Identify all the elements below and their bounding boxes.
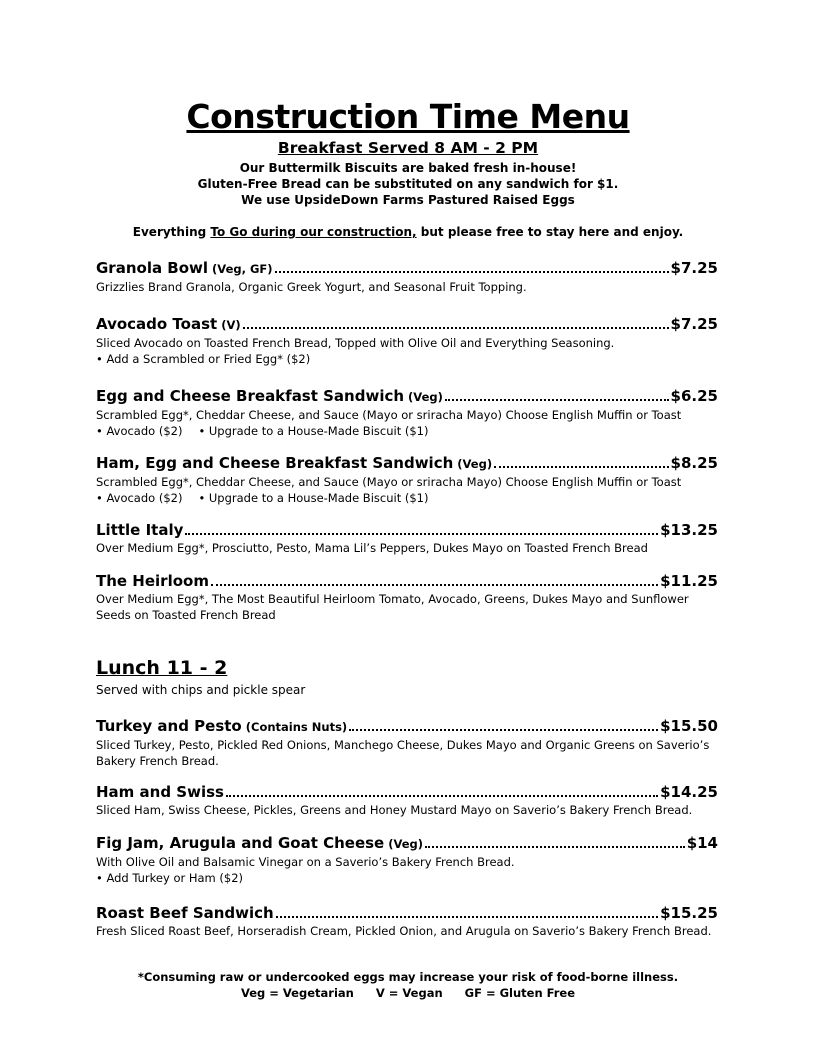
leader-dots [275, 271, 669, 273]
leader-dots [349, 729, 658, 731]
item-description: Scrambled Egg*, Cheddar Cheese, and Sauce (Mayo or sriracha Mayo) Choose English Muffin or Toast [96, 475, 682, 489]
legend-gluten-free: GF = Gluten Free [464, 986, 576, 1000]
addon-option: • Add Turkey or Ham ($2) [96, 871, 244, 885]
menu-item-roast-beef [96, 903, 718, 939]
item-price: $15.25 [660, 904, 718, 922]
item-name: Ham, Egg and Cheese Breakfast Sandwich [96, 454, 454, 472]
item-price: $14 [686, 834, 718, 852]
leader-dots [211, 584, 658, 586]
menu-item-fig-jam [96, 833, 718, 886]
item-price: $15.50 [660, 717, 718, 735]
item-name: Fig Jam, Arugula and Goat Cheese [96, 834, 385, 852]
item-price: $8.25 [670, 454, 718, 472]
legend-veg: Veg = Vegetarian [240, 986, 354, 1000]
biscuit-note: Our Buttermilk Biscuits are baked fresh in-house! [239, 161, 577, 175]
item-diet-tag: (Contains Nuts) [245, 720, 348, 734]
menu-item-heirloom [96, 571, 718, 623]
item-description: With Olive Oil and Balsamic Vinegar on a Saverio’s Bakery French Bread. [96, 855, 515, 869]
eggs-note: We use UpsideDown Farms Pastured Raised Eggs [241, 193, 575, 207]
item-description: Grizzlies Brand Granola, Organic Greek Yogurt, and Seasonal Fruit Topping. [96, 280, 527, 294]
item-price: $14.25 [660, 783, 718, 801]
legend-vegan: V = Vegan [375, 986, 443, 1000]
to-go-highlight: To Go during our construction, [210, 225, 417, 239]
lunch-section-title: Lunch 11 - 2 [96, 657, 228, 679]
item-name: Little Italy [96, 521, 184, 539]
item-addons [96, 870, 718, 886]
item-name: Roast Beef Sandwich [96, 904, 274, 922]
item-diet-tag: (Veg) [457, 457, 493, 471]
item-name: Granola Bowl [96, 259, 209, 277]
addon-option: • Upgrade to a House-Made Biscuit ($1) [198, 491, 429, 505]
item-addons [96, 351, 718, 367]
menu-item-ham-egg-cheese-sandwich [96, 453, 718, 506]
leader-dots [226, 795, 658, 797]
addon-option: • Add a Scrambled or Fried Egg* ($2) [96, 352, 311, 366]
menu-item-ham-swiss [96, 782, 718, 818]
menu-item-little-italy [96, 520, 718, 556]
item-name: Avocado Toast [96, 315, 218, 333]
to-go-text-before: Everything [132, 225, 211, 239]
item-diet-tag: (Veg) [388, 837, 424, 851]
menu-item-avocado-toast [96, 314, 718, 367]
addon-option: • Upgrade to a House-Made Biscuit ($1) [198, 424, 429, 438]
addon-option: • Avocado ($2) [96, 424, 183, 438]
item-description: Sliced Ham, Swiss Cheese, Pickles, Greens and Honey Mustard Mayo on Saverio’s Bakery French Bread. [96, 803, 693, 817]
gluten-free-note: Gluten-Free Bread can be substituted on any sandwich for $1. [197, 177, 619, 191]
leader-dots [425, 846, 685, 848]
breakfast-hours: Breakfast Served 8 AM - 2 PM [277, 139, 539, 157]
menu-footer [0, 969, 816, 1001]
diet-legend [0, 985, 816, 1001]
item-diet-tag: (Veg, GF) [212, 262, 273, 276]
item-addons [96, 423, 718, 439]
leader-dots [185, 533, 658, 535]
leader-dots [243, 327, 669, 329]
item-description: Sliced Avocado on Toasted French Bread, Topped with Olive Oil and Everything Seasoning. [96, 336, 615, 350]
item-price: $7.25 [670, 259, 718, 277]
item-price: $7.25 [670, 315, 718, 333]
menu-item-egg-cheese-sandwich [96, 386, 718, 439]
item-description: Scrambled Egg*, Cheddar Cheese, and Sauce (Mayo or sriracha Mayo) Choose English Muffin or Toast [96, 408, 682, 422]
menu-item-turkey-pesto [96, 716, 718, 769]
to-go-note [0, 224, 816, 241]
leader-dots [276, 916, 658, 918]
item-price: $13.25 [660, 521, 718, 539]
to-go-text-after: but please free to stay here and enjoy. [416, 225, 684, 239]
menu-item-granola-bowl [96, 258, 718, 295]
addon-option: • Avocado ($2) [96, 491, 183, 505]
item-name: Egg and Cheese Breakfast Sandwich [96, 387, 405, 405]
leader-dots [494, 466, 668, 468]
item-description: Sliced Turkey, Pesto, Pickled Red Onions, Manchego Cheese, Dukes Mayo and Organic Greens on Saverio’s Bakery French Bread. [96, 738, 710, 768]
item-name: The Heirloom [96, 572, 209, 590]
lunch-section-subtitle: Served with chips and pickle spear [96, 683, 306, 697]
item-diet-tag: (V) [221, 318, 241, 332]
leader-dots [445, 399, 669, 401]
item-name: Turkey and Pesto [96, 717, 242, 735]
item-description: Over Medium Egg*, Prosciutto, Pesto, Mama Lil’s Peppers, Dukes Mayo on Toasted French Bread [96, 541, 648, 555]
item-price: $11.25 [660, 572, 718, 590]
item-addons [96, 490, 718, 506]
egg-warning: *Consuming raw or undercooked eggs may increase your risk of food-borne illness. [137, 970, 679, 984]
item-diet-tag: (Veg) [408, 390, 443, 404]
item-description: Fresh Sliced Roast Beef, Horseradish Cream, Pickled Onion, and Arugula on Saverio’s Bakery French Bread. [96, 924, 712, 938]
item-description: Over Medium Egg*, The Most Beautiful Heirloom Tomato, Avocado, Greens, Dukes Mayo and Sunflower Seeds on Toasted French Bread [96, 592, 689, 622]
menu-title: Construction Time Menu [186, 97, 630, 136]
item-price: $6.25 [670, 387, 718, 405]
item-name: Ham and Swiss [96, 783, 224, 801]
